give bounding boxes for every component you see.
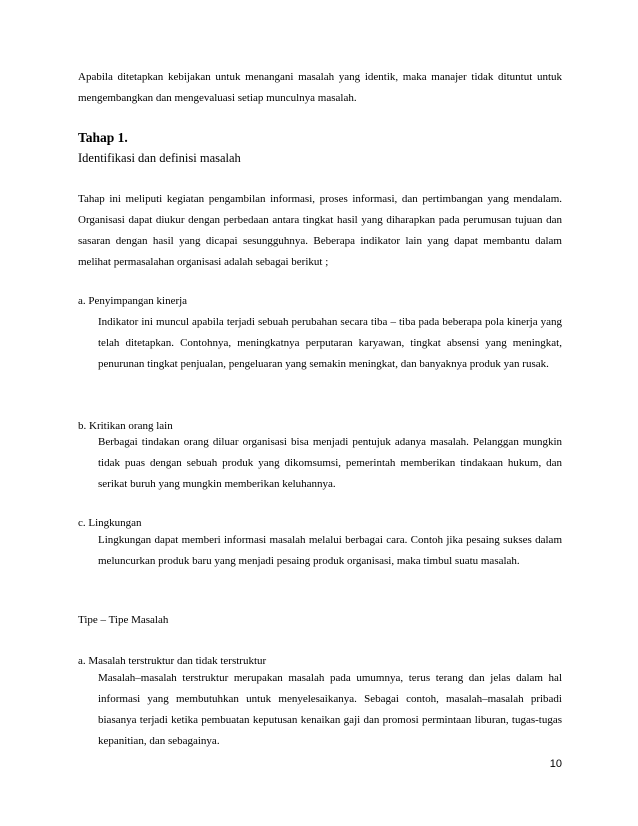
- intro-paragraph: Apabila ditetapkan kebijakan untuk menangani masalah yang identik, maka manajer tidak dituntut untuk mengembangkan dan mengevaluasi setiap munculnya masalah.: [78, 71, 562, 104]
- indicator-c-text: Lingkungan dapat memberi informasi masalah melalui berbagai cara. Contoh jika pesaing sukses dalam meluncurkan produk baru yang menjadi pesaing produk organisasi, maka timbul suatu masalah.: [98, 534, 562, 567]
- indicator-a-text: Indikator ini muncul apabila terjadi sebuah perubahan secara tiba – tiba pada beberapa pola kinerja yang telah ditetapkan. Contohnya, meningkatnya perputaran karyawan, tingkat absensi yang meningkat, penurunan tingkat penjualan, pengeluaran yang semakin meningkat, dan banyaknya produk yan rusak.: [98, 316, 562, 370]
- tipe-a-label: a. Masalah terstruktur dan tidak terstruktur: [78, 655, 267, 667]
- tipe-heading: Tipe – Tipe Masalah: [78, 614, 169, 626]
- section-subheading: Identifikasi dan definisi masalah: [78, 151, 241, 165]
- tipe-a-text: Masalah–masalah terstruktur merupakan masalah pada umumnya, terus terang dan jelas dalam hal informasi yang membutuhkan untuk menyelesaikanya. Sebagai contoh, masalah–masalah pribadi biasanya terjadi ketika pembuatan keputusan kenaikan gaji dan promosi permintaan liburan, tugas-tugas kepanitian, dan sebagainya.: [98, 672, 562, 747]
- indicator-b-text: Berbagai tindakan orang diluar organisasi bisa menjadi pentujuk adanya masalah. Pelanggan mungkin tidak puas dengan sebuah produk yang dikomsumsi, pemerintah memberikan tindakaan hukum, dan serikat buruh yang mungkin memberikan keluhannya.: [98, 436, 562, 490]
- section-heading: Tahap 1.: [78, 130, 128, 145]
- section-body-paragraph: Tahap ini meliputi kegiatan pengambilan informasi, proses informasi, dan pertimbangan yang mendalam. Organisasi dapat diukur dengan perbedaan antara tingkat hasil yang diharapkan pada perumusan tujuan dan sasaran dengan hasil yang dicapai sesungguhnya. Beberapa indikator lain yang dapat membantu dalam melihat permasalahan organisasi adalah sebagai berikut ;: [78, 193, 562, 268]
- indicator-a-label: a. Penyimpangan kinerja: [78, 295, 188, 307]
- page-number: 10: [549, 758, 562, 770]
- indicator-b-label: b. Kritikan orang lain: [78, 420, 173, 432]
- indicator-c-label: c. Lingkungan: [78, 517, 142, 529]
